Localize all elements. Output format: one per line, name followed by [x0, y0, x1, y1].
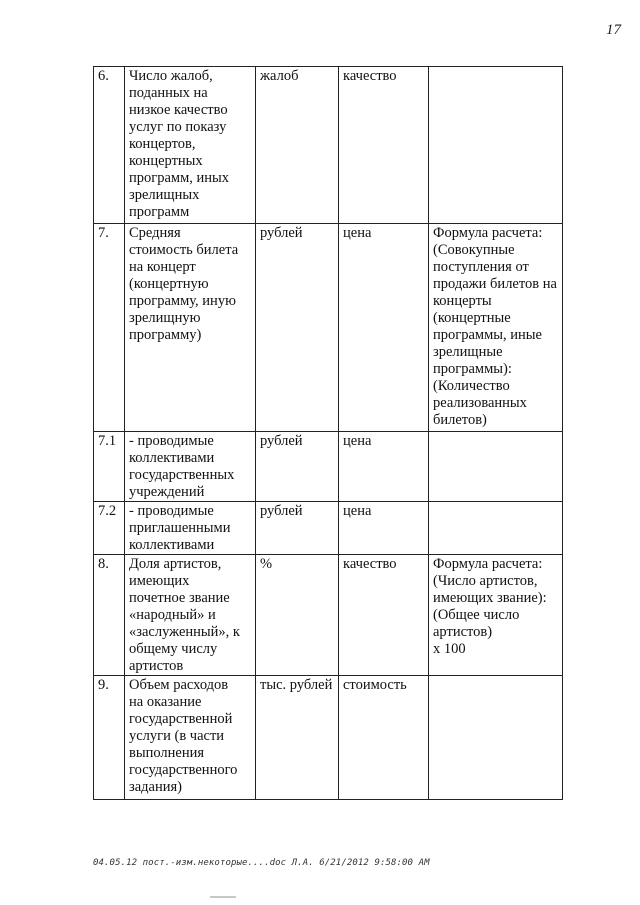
- table-row: [94, 224, 563, 432]
- indicator-name: - проводимые приглашенными коллективами: [129, 503, 231, 553]
- unit-cell: [256, 555, 339, 676]
- unit: рублей: [260, 503, 303, 519]
- indicator-name: Средняя стоимость билета на концерт (концертную программу, иную зрелищную программу): [129, 225, 239, 343]
- row-number-cell: [94, 432, 125, 502]
- page-number: 17: [606, 22, 621, 38]
- indicator-type: качество: [343, 556, 397, 572]
- indicator-type: качество: [343, 68, 397, 84]
- indicator-name: - проводимые коллективами государственных учреждений: [129, 433, 235, 500]
- formula-cell: [429, 432, 563, 502]
- row-number: 7.2: [98, 503, 117, 519]
- row-number: 9.: [98, 677, 109, 693]
- table-row: [94, 432, 563, 502]
- indicator-type-cell: [339, 676, 429, 800]
- indicator-name-cell: [125, 555, 256, 676]
- row-number-cell: [94, 67, 125, 224]
- indicator-name-cell: [125, 67, 256, 224]
- unit: рублей: [260, 433, 303, 449]
- table-row: [94, 555, 563, 676]
- indicator-type-cell: [339, 224, 429, 432]
- indicator-type: цена: [343, 225, 372, 241]
- unit-cell: [256, 432, 339, 502]
- unit: %: [260, 556, 273, 572]
- formula-cell: [429, 224, 563, 432]
- row-number-cell: [94, 502, 125, 555]
- row-number-cell: [94, 555, 125, 676]
- formula: Формула расчета: (Совокупные поступления от продажи билетов на концерты (концертные программы, иные зрелищные программы): (Количество реализованных билетов): [433, 225, 557, 428]
- indicator-type-cell: [339, 502, 429, 555]
- indicator-type-cell: [339, 432, 429, 502]
- formula-cell: [429, 502, 563, 555]
- document-footer: 04.05.12 пост.-изм.некоторые....doc Л.А. 6/21/2012 9:58:00 AM: [93, 858, 430, 868]
- unit-cell: [256, 502, 339, 555]
- indicator-name-cell: [125, 224, 256, 432]
- indicator-name-cell: [125, 676, 256, 800]
- formula: Формула расчета: (Число артистов, имеющих звание): (Общее число артистов) х 100: [433, 556, 547, 657]
- unit-cell: [256, 676, 339, 800]
- indicators-table: [93, 66, 563, 800]
- formula-cell: [429, 555, 563, 676]
- row-number: 7.1: [98, 433, 117, 449]
- formula-cell: [429, 676, 563, 800]
- indicator-type: стоимость: [343, 677, 407, 693]
- formula-cell: [429, 67, 563, 224]
- table-row: [94, 67, 563, 224]
- table-row: [94, 676, 563, 800]
- indicator-name: Доля артистов, имеющих почетное звание «народный» и «заслуженный», к общему числу артистов: [129, 556, 240, 674]
- indicator-type-cell: [339, 555, 429, 676]
- unit-cell: [256, 67, 339, 224]
- scan-artifact: [210, 896, 236, 898]
- indicator-type-cell: [339, 67, 429, 224]
- indicator-name: Число жалоб, поданных на низкое качество услуг по показу концертов, концертных программ, иных зрелищных программ: [129, 68, 230, 220]
- unit: рублей: [260, 225, 303, 241]
- indicator-type: цена: [343, 503, 372, 519]
- indicator-name-cell: [125, 432, 256, 502]
- row-number-cell: [94, 676, 125, 800]
- row-number: 8.: [98, 556, 109, 572]
- indicator-type: цена: [343, 433, 372, 449]
- unit-cell: [256, 224, 339, 432]
- indicator-name: Объем расходов на оказание государственной услуги (в части выполнения государственного задания): [129, 677, 238, 795]
- row-number-cell: [94, 224, 125, 432]
- table-row: [94, 502, 563, 555]
- indicator-name-cell: [125, 502, 256, 555]
- unit: тыс. рублей: [260, 677, 333, 693]
- row-number: 7.: [98, 225, 109, 241]
- row-number: 6.: [98, 68, 109, 84]
- unit: жалоб: [260, 68, 299, 84]
